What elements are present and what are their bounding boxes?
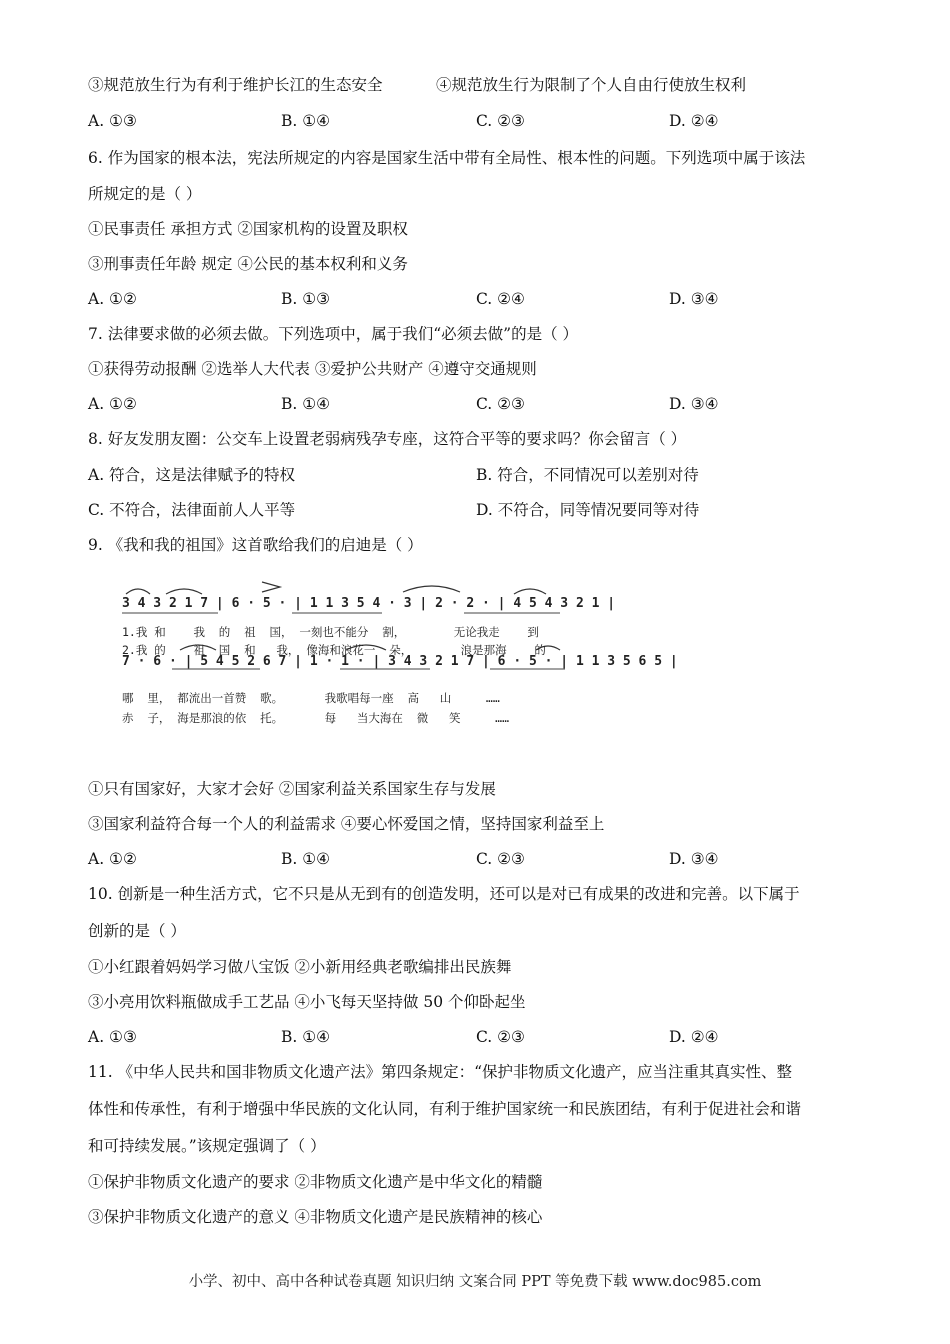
q9-stem: 9. 《我和我的祖国》这首歌给我们的启迪是（ ） (88, 536, 423, 554)
q6-items-line-1: ①民事责任 承担方式 ②国家机构的设置及职权 (88, 220, 408, 238)
q8-option-b: B. 符合，不同情况可以差别对待 (476, 466, 699, 484)
q10-stem-line-1: 10. 创新是一种生活方式，它不只是从无到有的创造发明，还可以是对已有成果的改进和完善。以下属于 (88, 885, 800, 903)
q10-option-d: D. ②④ (669, 1028, 719, 1046)
q7-stem: 7. 法律要求做的必须去做。下列选项中，属于我们“必须去做”的是（ ） (88, 325, 578, 343)
q7-option-c: C. ②③ (476, 395, 525, 413)
q7-option-b: B. ①④ (281, 395, 331, 413)
q6-stem-line-1: 6. 作为国家的根本法，宪法所规定的内容是国家生活中带有全局性、根本性的问题。下列选项中属于该法 (88, 149, 806, 167)
q7-option-a: A. ①② (88, 395, 137, 413)
q8-option-c: C. 不符合，法律面前人人平等 (88, 501, 296, 519)
q5-item-4: ④规范放生行为限制了个人自由行使放生权利 (436, 76, 747, 94)
q9-items-line-1: ①只有国家好，大家才会好 ②国家利益关系国家生存与发展 (88, 780, 496, 798)
q11-items-line-2: ③保护非物质文化遗产的意义 ④非物质文化遗产是民族精神的核心 (88, 1208, 543, 1226)
q9-option-b: B. ①④ (281, 850, 331, 868)
q8-option-a: A. 符合，这是法律赋予的特权 (88, 466, 296, 484)
q8-option-d: D. 不符合，同等情况要同等对待 (476, 501, 700, 519)
q11-items-line-1: ①保护非物质文化遗产的要求 ②非物质文化遗产是中华文化的精髓 (88, 1173, 543, 1191)
q6-option-a: A. ①② (88, 290, 137, 308)
q10-option-b: B. ①④ (281, 1028, 331, 1046)
q11-stem-line-3: 和可持续发展。”该规定强调了（ ） (88, 1137, 326, 1155)
q10-items-line-1: ①小红跟着妈妈学习做八宝饭 ②小新用经典老歌编排出民族舞 (88, 958, 512, 976)
q8-stem: 8. 好友发朋友圈：公交车上设置老弱病残孕专座，这符合平等的要求吗？你会留言（ ） (88, 430, 687, 448)
q5-option-b: B. ①④ (281, 112, 331, 130)
q6-items-line-2: ③刑事责任年龄 规定 ④公民的基本权利和义务 (88, 255, 408, 273)
score-lyrics-row-2b: 赤 子， 海是那浪的依 托。 每 当大海在 微 笑 …… (122, 711, 510, 725)
score-notes-row-2: 7 · 6 · | 5 4 5 2 6 7 | 1 · 1 · | 3 4 3 2 1 7 | 6 · 5 · | 1 1 3 5 6 5 | (122, 654, 678, 669)
q10-items-line-2: ③小亮用饮料瓶做成手工艺品 ④小飞每天坚持做 50 个仰卧起坐 (88, 993, 526, 1011)
score-lyrics-row-2a: 哪 里， 都流出一首赞 歌。 我歌唱每一座 高 山 …… (122, 691, 500, 705)
q6-option-c: C. ②④ (476, 290, 525, 308)
q9-option-a: A. ①② (88, 850, 137, 868)
q10-stem-line-2: 创新的是（ ） (88, 922, 186, 940)
score-lyrics-row-1a: 1.我 和 我 的 祖 国， 一刻也不能分 割， 无论我走 到 (122, 625, 539, 639)
q5-item-3: ③规范放生行为有利于维护长江的生态安全 (88, 76, 383, 94)
q10-option-a: A. ①③ (88, 1028, 137, 1046)
page-footer: 小学、初中、高中各种试卷真题 知识归纳 文案合同 PPT 等免费下载 www.doc985.com (188, 1274, 762, 1290)
q7-items: ①获得劳动报酬 ②选举人大代表 ③爱护公共财产 ④遵守交通规则 (88, 360, 537, 378)
q5-option-a: A. ①③ (88, 112, 137, 130)
q5-option-c: C. ②③ (476, 112, 525, 130)
q10-option-c: C. ②③ (476, 1028, 525, 1046)
music-score-figure (110, 578, 678, 730)
score-notes-row-1: 3 4 3 2 1 7 | 6 · 5 · | 1 1 3 5 4 · 3 | 2 · 2 · | 4 5 4 3 2 1 | (122, 596, 616, 611)
q9-option-c: C. ②③ (476, 850, 525, 868)
score-lyrics-row-1b: 2.我 的 祖 国 和 我， 像海和浪花一 朵， 浪是那海 的 (122, 643, 546, 657)
q9-items-line-2: ③国家利益符合每一个人的利益需求 ④要心怀爱国之情，坚持国家利益至上 (88, 815, 605, 833)
q7-option-d: D. ③④ (669, 395, 719, 413)
q6-stem-line-2: 所规定的是（ ） (88, 185, 202, 203)
q9-option-d: D. ③④ (669, 850, 719, 868)
q6-option-d: D. ③④ (669, 290, 719, 308)
q5-option-d: D. ②④ (669, 112, 719, 130)
q11-stem-line-1: 11. 《中华人民共和国非物质文化遗产法》第四条规定：“保护非物质文化遗产，应当注重其真实性、整 (88, 1063, 793, 1081)
q11-stem-line-2: 体性和传承性，有利于增强中华民族的文化认同，有利于维护国家统一和民族团结，有利于促进社会和谐 (88, 1100, 802, 1118)
q6-option-b: B. ①③ (281, 290, 331, 308)
